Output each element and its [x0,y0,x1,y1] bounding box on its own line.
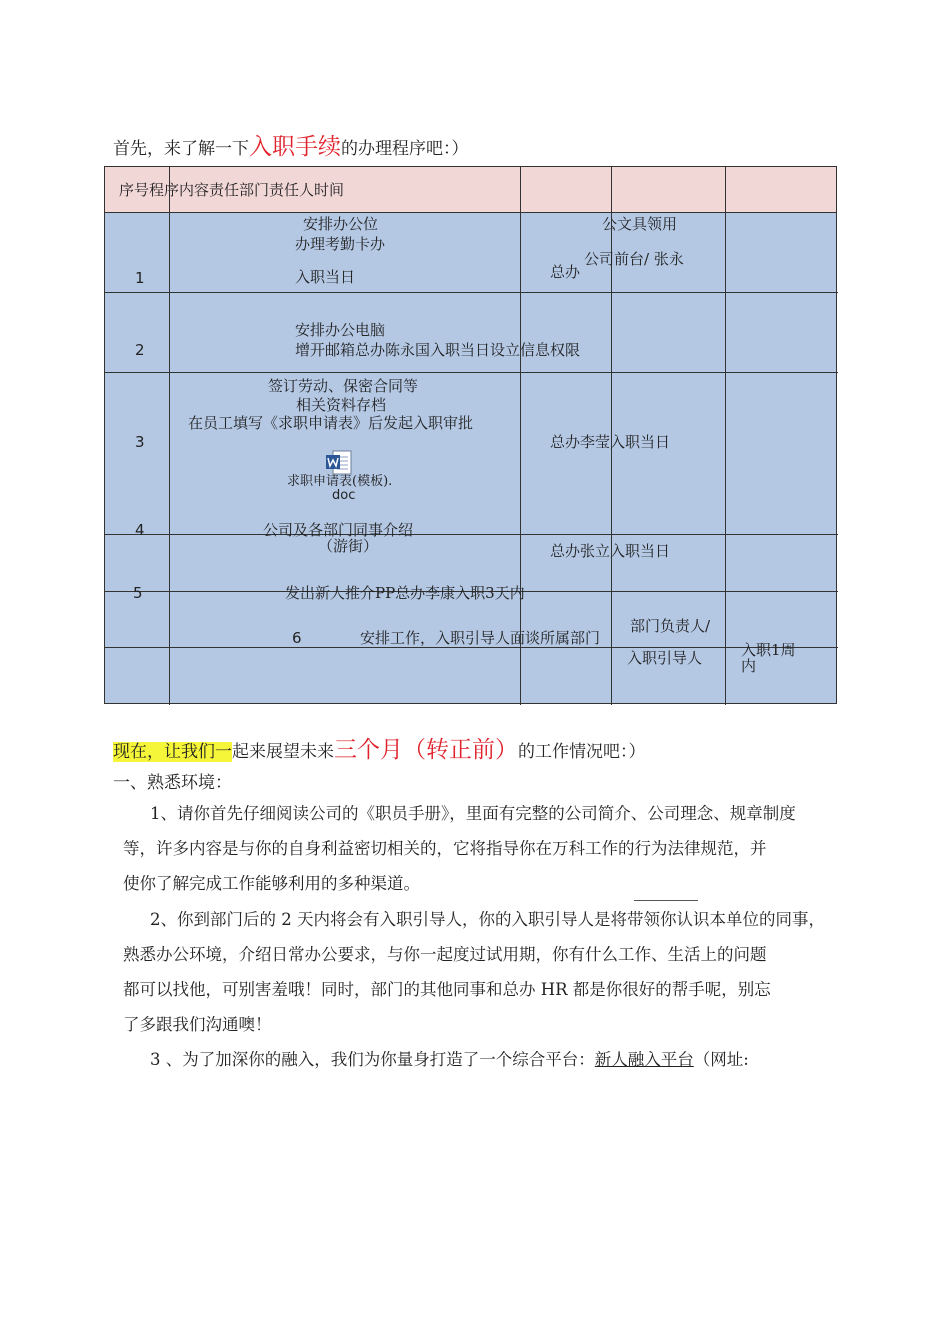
p3-suffix: （网址: [693,1050,749,1069]
row4-line1: 公司及各部门同事介绍 [263,521,414,539]
section2-suffix: 的工作情况吧：） [518,742,646,762]
intro-suffix: 的办理程序吧：） [341,139,469,159]
p1-line3: 使你了解完成工作能够利用的多种渠道。 [123,874,420,893]
p2-line1: 2、你到部门后的 2 天内将会有入职引导人，你的入职引导人是将带领你认识本单位的同事， [150,910,825,929]
col-divider [169,167,170,705]
row4-line2: （游街） [318,537,379,555]
row3-line1: 签订劳动、保密合同等 [268,377,419,395]
row5-line1: 发出新人推介PP总办李康入职3天内 [285,584,525,602]
row-number: 6 [292,629,302,647]
row-divider [105,292,838,293]
p2-line4: 了多跟我们沟通噢！ [123,1015,272,1034]
section2-intro [113,731,646,764]
section2-highlight: 现在，让我们一 [113,742,232,762]
p1-line1: 1、请你首先仔细阅读公司的《职员手册》，里面有完整的公司简介、公司理念、规章制度 [150,804,796,823]
section2-big: 三个月（转正前） [334,737,518,763]
row-divider [105,372,838,373]
row6-time-bottom: 内 [741,657,757,675]
row6-time-top: 入职1周 [741,641,796,659]
p1-line2: 等，许多内容是与你的自身利益密切相关的，它将指导你在万科工作的行为法律规范，并 [123,839,767,858]
intro-highlight: 入职手续 [249,134,341,160]
row-divider [105,534,838,535]
intro-line [113,128,469,161]
row4-right: 总办张立入职当日 [550,542,671,560]
row1-right-mid: 公司前台/ 张永 [584,250,684,268]
row-number: 2 [135,341,145,359]
intro-prefix: 首先，来了解一下 [113,139,249,159]
col-divider [520,167,521,705]
divider-mark [634,900,698,901]
paragraph-2 [123,902,850,1042]
row3-line3: 在员工填写《求职申请表》后发起入职审批 [188,414,474,432]
row2-line1: 安排办公电脑 [295,321,386,339]
row-number: 1 [135,269,145,287]
row-number: 3 [135,433,145,451]
row-number: 5 [133,584,143,602]
platform-link[interactable]: 新人融入平台 [594,1050,694,1069]
row1-line3: 入职当日 [295,268,356,286]
attachment-filename[interactable]: 求职申请表(模板). [287,474,393,489]
p2-line3: 都可以找他，可别害羞哦！同时，部门的其他同事和总办 HR 都是你很好的帮手呢，别忘 [123,980,771,999]
row1-right-top: 公文具领用 [602,215,678,233]
row6-line1: 安排工作，入职引导人面谈所属部门 [360,629,601,647]
row3-line2: 相关资料存档 [296,396,387,414]
p2-line2: 熟悉办公环境，介绍日常办公要求，与你一起度过试用期，你有什么工作、生活上的问题 [123,945,767,964]
word-document-icon[interactable] [325,450,355,476]
paragraph-3 [150,1042,850,1077]
attachment-ext[interactable]: doc [332,488,356,503]
section2-prefix: 起来展望未来 [232,742,334,762]
onboarding-table [104,166,837,704]
row1-line1: 安排办公位 [303,215,379,233]
paragraph-1 [123,796,850,901]
row6-owner-top: 部门负责人/ [630,617,711,635]
row-number: 4 [135,521,145,539]
row-divider [105,647,838,648]
table-header-text: 序号程序内容责任部门责任人时间 [119,181,345,199]
row3-right: 总办李莹入职当日 [550,433,671,451]
heading-familiarize: 一、熟悉环境： [113,773,232,793]
row6-owner-bottom: 入职引导人 [627,649,703,667]
p3-prefix: 3 、为了加深你的融入，我们为你量身打造了一个综合平台： [150,1050,595,1069]
row2-line2: 增开邮箱总办陈永国入职当日设立信息权限 [295,341,581,359]
row1-dept: 总办 [550,263,581,281]
row1-line2: 办理考勤卡办 [295,235,386,253]
col-divider [725,167,726,705]
